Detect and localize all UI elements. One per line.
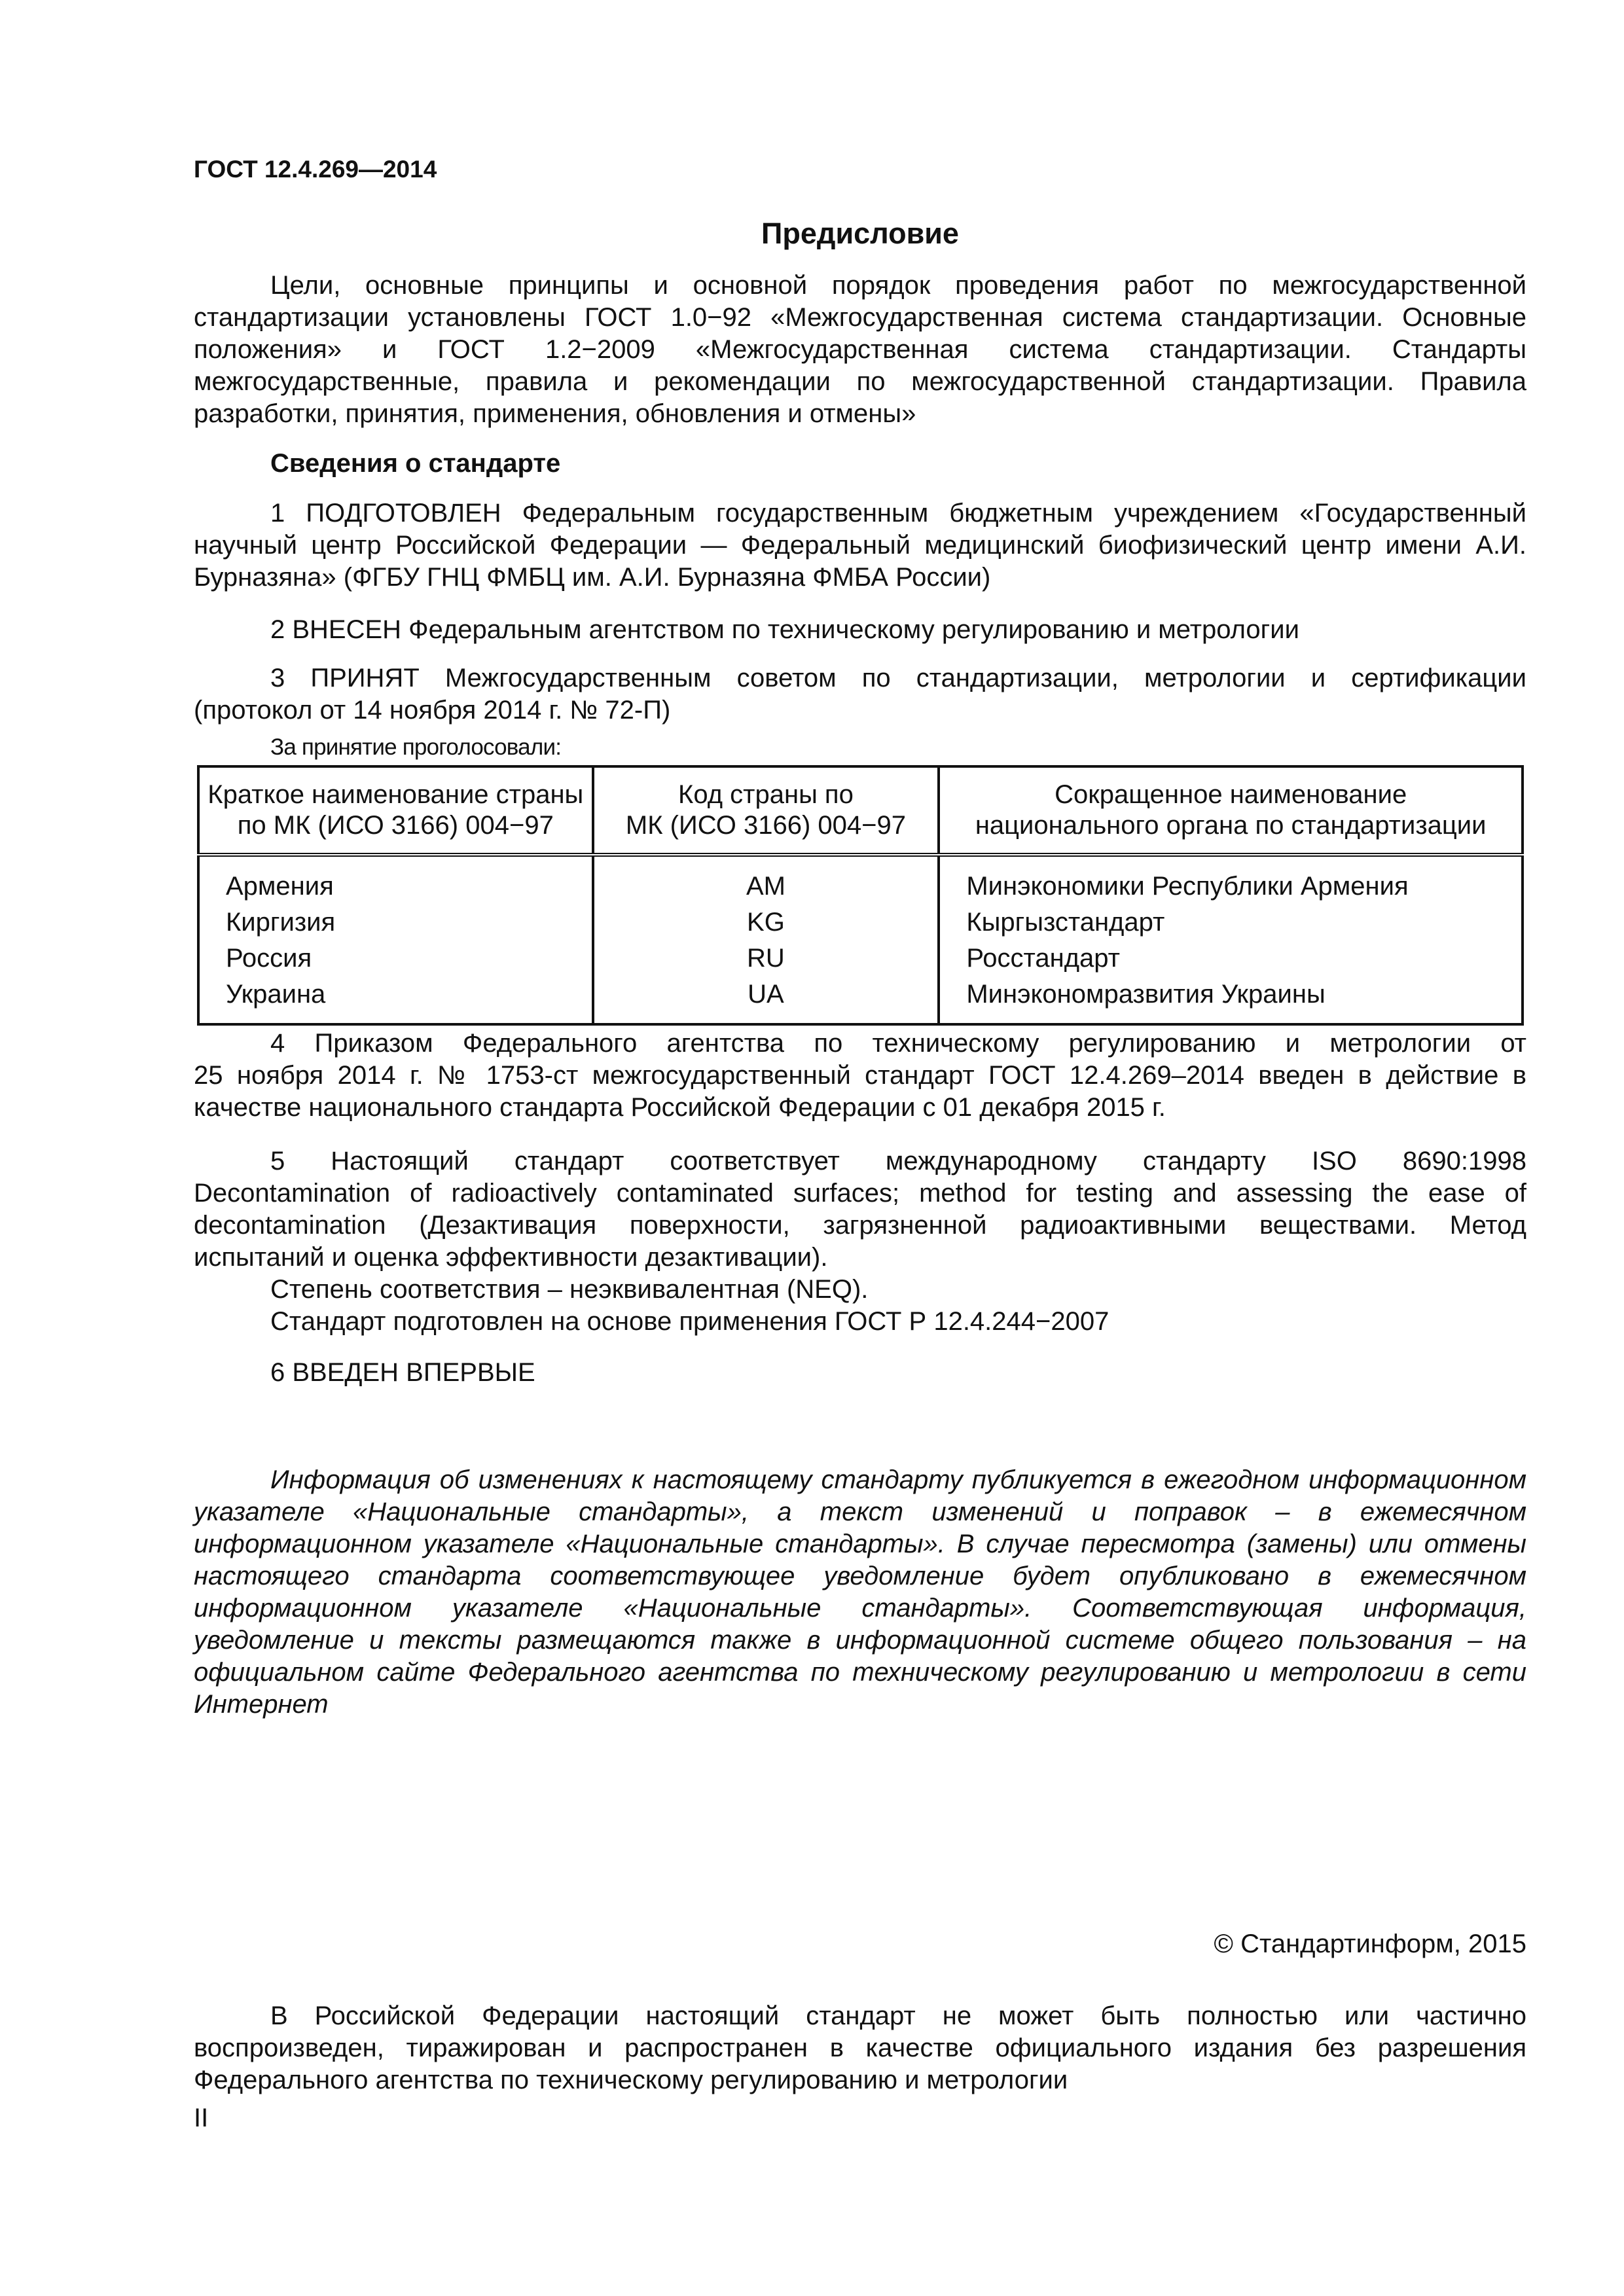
item3-line-2: (протокол от 14 ноября 2014 г. № 72-П) xyxy=(194,696,671,725)
header-country-line-1: Краткое наименование страны xyxy=(208,780,584,809)
country-cell: Армения xyxy=(198,855,593,907)
item5-basis: Стандарт подготовлен на основе применения ГОСТ Р 12.4.244−2007 xyxy=(270,1307,1110,1336)
preface-line-1: Цели, основные принципы и основной порядок проведения работ по межгосударственной xyxy=(270,271,1526,300)
item4-line-1: 4 Приказом Федерального агентства по техническому регулированию и метрологии от xyxy=(270,1029,1526,1058)
item4-line-2: 25 ноября 2014 г. № 1753-ст межгосударственный стандарт ГОСТ 12.4.269–2014 введен в действие в xyxy=(194,1061,1526,1090)
standard-code-header: ГОСТ 12.4.269—2014 xyxy=(194,156,437,183)
code-cell: RU xyxy=(593,943,939,979)
changes-notice-text: Информация об изменениях к настоящему стандарту публикуется в ежегодном информационном указателе «Национальные стандарты», а текст изменений и поправок – в ежемесячном информационном указателе «Национальные стандарты». В случае пересмотра (замены) или отмены настоящего стандарта соответствующее уведомление будет опубликовано в ежемесячном информационном указателе «Национальные стандарты». Соответствующая информация, уведомление и тексты размещаются также в информационной системе общего пользования – на официальном сайте Федерального агентства по техническому регулированию и метрологии в сети Интернет xyxy=(194,1465,1526,1719)
table-row xyxy=(198,907,1523,943)
organ-cell: Минэкономики Республики Армения xyxy=(939,855,1523,907)
organ-cell: Росстандарт xyxy=(939,943,1523,979)
table-header-row xyxy=(198,766,1523,855)
item5-line-3: decontamination (Дезактивация поверхности, загрязненной радиоактивными веществами. Метод xyxy=(194,1211,1526,1240)
item2: 2 ВНЕСЕН Федеральным агентством по техническому регулированию и метрологии xyxy=(270,615,1299,644)
table-row xyxy=(198,943,1523,979)
item5-line-4: испытаний и оценка эффективности дезактивации). xyxy=(194,1243,828,1272)
rights-notice-text: В Российской Федерации настоящий стандарт не может быть полностью или частично воспроизведен, тиражирован и распространен в качестве официального издания без разрешения Федерального агентства по техническому регулированию и метрологии xyxy=(194,2001,1526,2094)
preface-line-3: положения» и ГОСТ 1.2−2009 «Межгосударственная система стандартизации. Стандарты xyxy=(194,335,1526,364)
header-country-line-2: по МК (ИСО 3166) 004−97 xyxy=(237,811,554,840)
header-organ xyxy=(939,766,1523,855)
preface-line-2: стандартизации установлены ГОСТ 1.0−92 «Межгосударственная система стандартизации. Основные xyxy=(194,303,1526,332)
copyright: © Стандартинформ, 2015 xyxy=(1214,1929,1526,1958)
page-number: II xyxy=(194,2104,209,2132)
header-country xyxy=(198,766,593,855)
country-cell: Украина xyxy=(198,979,593,1024)
code-cell: AM xyxy=(593,855,939,907)
preface-line-4: межгосударственные, правила и рекомендации по межгосударственной стандартизации. Правила xyxy=(194,367,1526,396)
country-cell: Россия xyxy=(198,943,593,979)
item1-line-2: научный центр Российской Федерации — Федеральный медицинский биофизический центр имени А.И. xyxy=(194,531,1526,560)
page-title: Предисловие xyxy=(761,217,959,250)
item1-line-3: Бурназяна» (ФГБУ ГНЦ ФМБЦ им. А.И. Бурназяна ФМБА России) xyxy=(194,563,991,592)
item5-line-2: Decontamination of radioactively contaminated surfaces; method for testing and assessing the ease of xyxy=(194,1179,1526,1208)
standard-info-heading: Сведения о стандарте xyxy=(270,449,561,478)
table-row xyxy=(198,979,1523,1024)
table-row xyxy=(198,855,1523,907)
header-code-line-1: Код страны по xyxy=(678,780,854,809)
country-cell: Киргизия xyxy=(198,907,593,943)
header-organ-line-1: Сокращенное наименование xyxy=(1055,780,1407,809)
item5-degree: Степень соответствия – неэквивалентная (NEQ). xyxy=(270,1275,869,1304)
voting-table xyxy=(197,765,1524,1026)
header-code-line-2: МК (ИСО 3166) 004−97 xyxy=(625,811,906,840)
organ-cell: Кыргызстандарт xyxy=(939,907,1523,943)
item1-line-1: 1 ПОДГОТОВЛЕН Федеральным государственным бюджетным учреждением «Государственный xyxy=(270,499,1526,528)
item6: 6 ВВЕДЕН ВПЕРВЫЕ xyxy=(270,1358,535,1387)
rights-notice xyxy=(194,2000,1526,2096)
preface-line-5: разработки, принятия, применения, обновления и отмены» xyxy=(194,399,916,428)
item3-line-1: 3 ПРИНЯТ Межгосударственным советом по стандартизации, метрологии и сертификации xyxy=(270,664,1526,692)
item5-line-1: 5 Настоящий стандарт соответствует международному стандарту ISO 8690:1998 xyxy=(270,1147,1526,1175)
organ-cell: Минэкономразвития Украины xyxy=(939,979,1523,1024)
header-organ-line-2: национального органа по стандартизации xyxy=(975,811,1487,840)
changes-notice xyxy=(194,1464,1526,1721)
vote-label: За принятие проголосовали: xyxy=(270,734,562,760)
code-cell: KG xyxy=(593,907,939,943)
code-cell: UA xyxy=(593,979,939,1024)
header-code xyxy=(593,766,939,855)
item4-line-3: качестве национального стандарта Российской Федерации с 01 декабря 2015 г. xyxy=(194,1093,1166,1122)
